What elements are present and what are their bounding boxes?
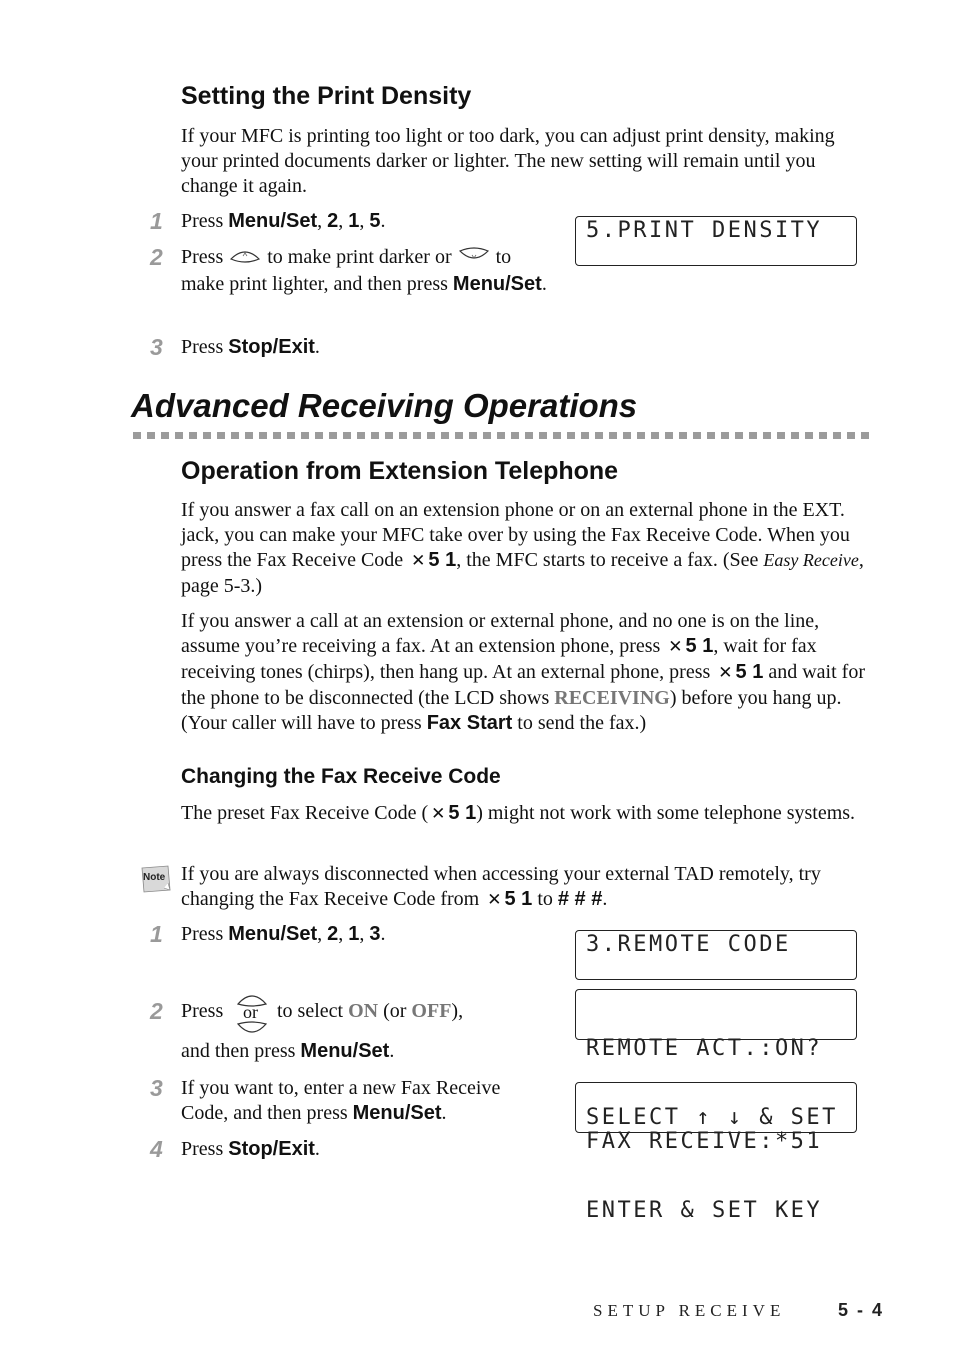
step-number: 1 <box>150 921 163 947</box>
stop-exit-key-label: Stop/Exit <box>228 336 315 358</box>
menu-set-key-label: Menu/Set <box>228 210 318 232</box>
print-density-intro: If your MFC is printing too light or too dark, you can adjust print density, making your printed documents darker or lighter. The new setting will remain until you change it again. <box>181 125 835 197</box>
lcd-display-remote-code: 3.REMOTE CODE <box>575 930 857 980</box>
star-key-icon: ✕ <box>487 890 502 910</box>
paragraph-text: . <box>602 888 608 910</box>
step-text <box>181 1039 394 1064</box>
fax-receive-code: 5 1 <box>685 635 714 657</box>
star-key-icon: ✕ <box>718 663 733 683</box>
subsection-heading-fax-receive-code: Changing the Fax Receive Code <box>181 765 501 788</box>
step-text-part: . <box>314 336 320 358</box>
lcd-line: FAX RECEIVE:*51 <box>586 1129 823 1154</box>
fax-receive-code: 5 1 <box>504 888 533 910</box>
step-text-part: . <box>380 923 386 945</box>
lcd-display-fax-receive <box>575 1082 857 1223</box>
stop-exit-key-label: Stop/Exit <box>228 1138 315 1160</box>
fax-start-key-label: Fax Start <box>426 712 513 734</box>
footer-section-title: SETUP RECEIVE <box>593 1301 786 1320</box>
star-key-icon: ✕ <box>668 637 683 657</box>
star-key-icon: ✕ <box>411 551 426 571</box>
key-label: 1 <box>348 210 360 232</box>
paragraph-text: to send the fax.) <box>512 712 647 734</box>
lcd-line: REMOTE ACT.:ON? <box>586 1036 823 1061</box>
option-on: ON <box>348 1000 379 1022</box>
section-heading-print-density: Setting the Print Density <box>181 82 472 110</box>
step-text <box>181 1137 320 1162</box>
note-icon <box>138 864 174 894</box>
step-text-part: . <box>441 1102 447 1124</box>
step-text-part: . <box>541 273 547 295</box>
up-arrow-key-icon <box>228 245 262 272</box>
fax-receive-code: 5 1 <box>448 802 477 824</box>
paragraph-text: If you are always disconnected when accessing your external TAD remotely, try changing the Fax Receive Code from <box>181 863 821 910</box>
up-down-arrow-keys-icon <box>234 990 270 1038</box>
step-number: 3 <box>150 334 163 360</box>
step-text-part: to select <box>277 1000 349 1022</box>
extension-paragraph-2 <box>181 609 876 736</box>
step-text-part: and then press <box>181 1040 301 1062</box>
or-label: or <box>243 1002 258 1022</box>
lcd-message: RECEIVING <box>554 687 670 709</box>
lcd-display-remote-act <box>575 989 857 1130</box>
paragraph-text: If you answer a call at an extension or external phone, and no one is on the line, assume you’re receiving a fax. At an extension phone, press <box>181 610 820 657</box>
key-label: 2 <box>327 923 339 945</box>
cross-reference: Easy Receive <box>763 550 859 570</box>
page-number: 5 - 4 <box>838 1300 885 1320</box>
paragraph-text: If you answer a fax call on an extension phone or on an external phone in the EXT. jack, you can make your MFC take over by using the Fax Receive Code. When you press the Fax Receive Code <box>181 499 850 571</box>
step-text-part: , <box>338 210 349 232</box>
dotted-rule <box>133 432 873 439</box>
fax-receive-code-paragraph <box>181 801 876 827</box>
menu-set-key-label: Menu/Set <box>228 923 318 945</box>
step-number: 2 <box>150 244 163 270</box>
menu-set-key-label: Menu/Set <box>352 1102 442 1124</box>
step-text-part: Press <box>181 1000 224 1022</box>
step-text <box>277 999 463 1024</box>
step-text-part: , <box>338 923 349 945</box>
down-arrow-key-icon <box>457 245 491 272</box>
note-icon-label: Note <box>143 872 166 883</box>
step-text-part: to make print lighter, and then press <box>181 246 512 295</box>
star-key-icon: ✕ <box>431 804 446 824</box>
paragraph-text: and wait for the phone to be disconnected (the LCD shows <box>181 661 865 709</box>
step-text-part: Press <box>181 923 229 945</box>
step-text-part: Press <box>181 336 229 358</box>
step-text-part: Press <box>181 210 229 232</box>
note-text <box>181 862 876 913</box>
step-text <box>181 999 223 1024</box>
step-text-part: If you want to, enter a new Fax Receive Code, and then press <box>181 1077 501 1124</box>
step-text-part: Press <box>181 1138 229 1160</box>
paragraph-text: , page 5-3.) <box>181 549 864 597</box>
hash-code: # # # <box>557 888 603 910</box>
fax-receive-code: 5 1 <box>428 549 457 571</box>
step-text-part: , <box>359 210 370 232</box>
step-text-part: to make print darker or <box>262 246 457 269</box>
paragraph-text: , wait for fax receiving tones (chirps), then hang up. At an external phone, press <box>181 635 817 683</box>
key-label: 5 <box>369 210 381 232</box>
key-label: 3 <box>369 923 381 945</box>
step-text-part: ), <box>451 1000 464 1022</box>
paragraph-text: ) might not work with some telephone systems. <box>476 802 856 824</box>
step-text-part: , <box>317 923 328 945</box>
chapter-title: Advanced Receiving Operations <box>131 387 638 424</box>
step-number: 4 <box>150 1136 163 1162</box>
step-text <box>181 245 551 297</box>
step-text <box>181 335 320 360</box>
menu-set-key-label: Menu/Set <box>300 1040 390 1062</box>
step-text-part: . <box>389 1040 395 1062</box>
key-label: 2 <box>327 210 339 232</box>
section-heading-extension-telephone: Operation from Extension Telephone <box>181 457 619 485</box>
step-number: 3 <box>150 1075 163 1101</box>
lcd-line: ENTER & SET KEY <box>586 1198 823 1223</box>
step-text <box>181 922 386 947</box>
fax-receive-code: 5 1 <box>735 661 764 683</box>
step-text <box>181 1076 551 1126</box>
step-text-part: . <box>314 1138 320 1160</box>
step-text-part: (or <box>378 1000 412 1022</box>
step-number: 1 <box>150 208 163 234</box>
key-label: 1 <box>348 923 360 945</box>
lcd-display-print-density: 5.PRINT DENSITY <box>575 216 857 266</box>
step-text-part: , <box>359 923 370 945</box>
paragraph-text: The preset Fax Receive Code ( <box>181 802 429 824</box>
step-text-part: . <box>380 210 386 232</box>
option-off: OFF <box>411 1000 452 1022</box>
step-text <box>181 209 541 234</box>
step-number: 2 <box>150 998 163 1024</box>
lcd-line: SELECT ↑ ↓ & SET <box>586 1105 838 1130</box>
paragraph-text: , the MFC starts to receive a fax. (See <box>456 549 764 571</box>
menu-set-key-label: Menu/Set <box>452 273 542 295</box>
paragraph-text: ) before you hang up. (Your caller will have to press <box>181 687 842 734</box>
paragraph-text: to <box>532 888 558 910</box>
step-text-part: , <box>317 210 328 232</box>
step-text-part: Press <box>181 246 229 269</box>
extension-paragraph-1 <box>181 498 876 599</box>
